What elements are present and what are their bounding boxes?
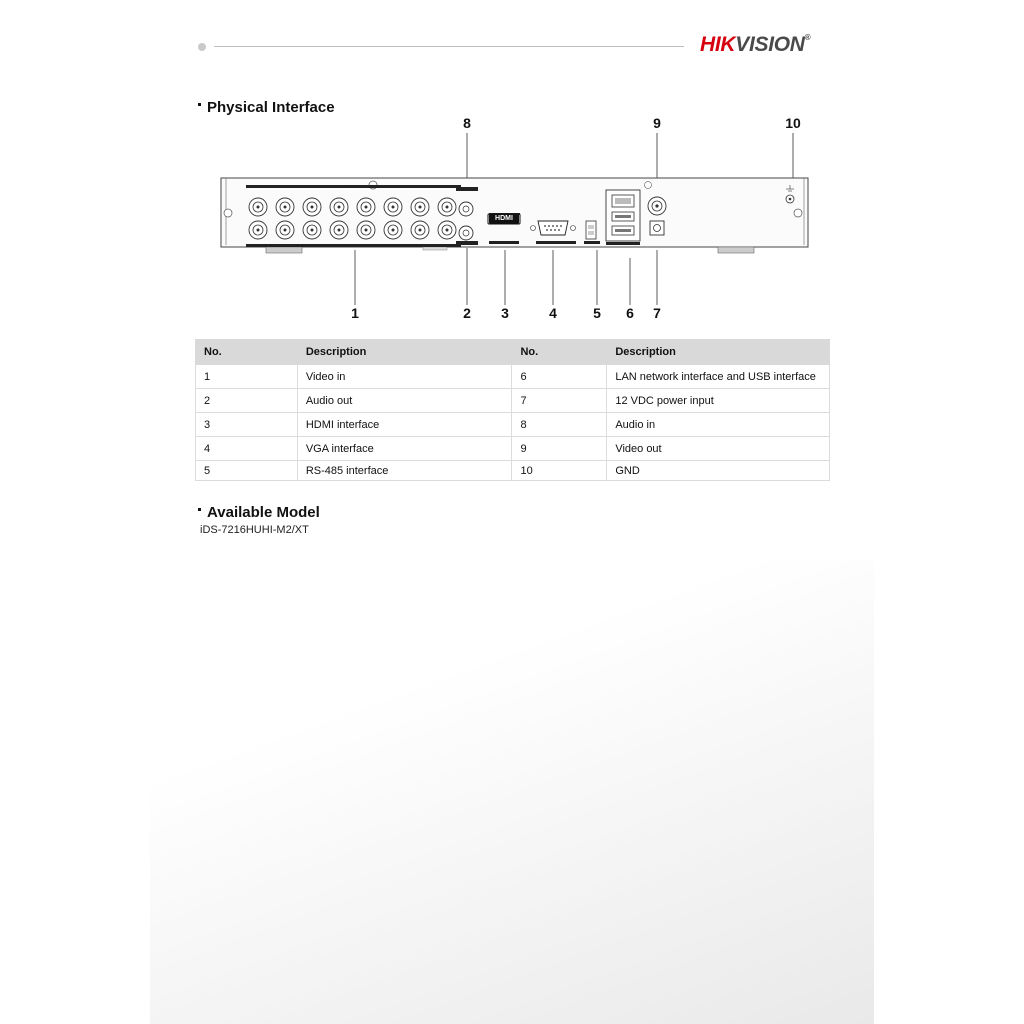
table-row [196,389,830,413]
bullet-icon [198,508,201,511]
table-header-row [196,340,830,365]
video-in-bnc-connector [357,221,375,239]
header-description-left: Description [297,340,512,365]
video-in-bnc-connector [438,198,456,216]
video-in-label-top: VIDEO IN [344,187,362,192]
table-cell: 5 [196,461,298,481]
table-cell: Video out [607,437,830,461]
video-in-bnc-connector [276,221,294,239]
video-in-bnc-connector [249,198,267,216]
video-in-bnc-connector [384,221,402,239]
video-in-bnc-connector [330,221,348,239]
audio-out-connector [459,226,473,240]
callout-5: 5 [593,305,601,321]
video-in-bnc-connector [303,221,321,239]
table-cell: 1 [196,365,298,389]
table-row [196,365,830,389]
callout-8: 8 [463,115,471,131]
header-description-right: Description [607,340,830,365]
header-no-right: No. [512,340,607,365]
table-cell: Audio in [607,413,830,437]
callout-10: 10 [785,115,801,131]
video-in-bnc-connector [276,198,294,216]
table-cell: 10 [512,461,607,481]
page-background-gradient [150,560,874,1024]
table-cell: Audio out [297,389,512,413]
table-cell: Video in [297,365,512,389]
callout-9: 9 [653,115,661,131]
table-cell: LAN network interface and USB interface [607,365,830,389]
table-cell: 7 [512,389,607,413]
video-in-bnc-connector [438,221,456,239]
table-cell: RS-485 interface [297,461,512,481]
callout-6: 6 [626,305,634,321]
table-cell: VGA interface [297,437,512,461]
audio-in-connector [459,202,473,216]
model-number: iDS-7216HUHI-M2/XT [200,524,309,536]
table-cell: 9 [512,437,607,461]
table-row [196,437,830,461]
callout-2: 2 [463,305,471,321]
video-in-bnc-connector [330,198,348,216]
available-model-heading: Available Model [198,504,320,521]
table-cell: 8 [512,413,607,437]
video-in-bnc-connector [411,198,429,216]
video-in-bnc-connector [411,221,429,239]
table-row [196,413,830,437]
table-cell: HDMI interface [297,413,512,437]
hdmi-logo: HDMI [489,214,519,224]
power-jack [650,221,664,235]
video-in-bnc-connector [384,198,402,216]
video-in-bnc-connector [303,198,321,216]
hikvision-logo: HIKVISION® [700,33,811,56]
callout-3: 3 [501,305,509,321]
interface-table [195,339,830,481]
callout-1: 1 [351,305,359,321]
table-row [196,461,830,481]
table-cell: GND [607,461,830,481]
table-cell: 6 [512,365,607,389]
table-cell: 12 VDC power input [607,389,830,413]
table-cell: 3 [196,413,298,437]
callout-leader-lines [0,0,1024,340]
header-no-left: No. [196,340,298,365]
video-in-bnc-connector [249,221,267,239]
vga-connector [538,221,568,235]
table-cell: 2 [196,389,298,413]
physical-interface-heading: Physical Interface [198,99,335,116]
table-cell: 4 [196,437,298,461]
rs485-terminal [586,221,596,239]
callout-4: 4 [549,305,557,321]
callout-7: 7 [653,305,661,321]
video-in-bnc-connector [357,198,375,216]
